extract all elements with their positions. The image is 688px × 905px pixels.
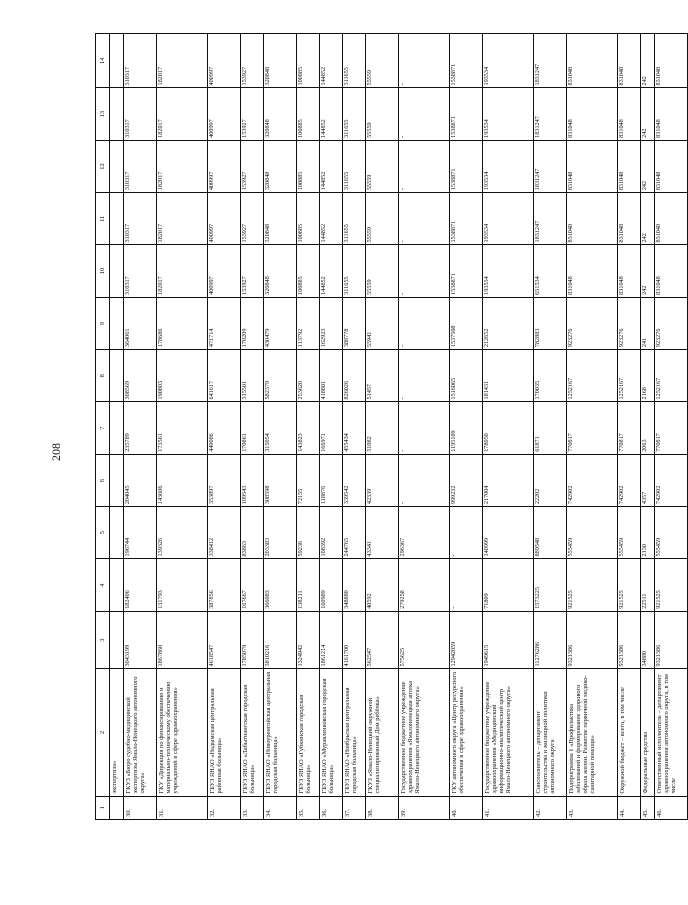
value-cell: 1538871	[450, 245, 483, 297]
value-cell: 400997	[208, 34, 241, 89]
value-cell: 113792	[297, 297, 320, 349]
column-number-header: 11	[96, 193, 110, 245]
value-cell: 1252167	[567, 350, 618, 402]
value-cell: 162923	[320, 297, 343, 349]
value-cell: 400997	[208, 140, 241, 192]
value-cell: 193534	[483, 245, 534, 297]
column-number-header: 8	[96, 350, 110, 402]
value-cell: 167667	[241, 559, 264, 611]
value-cell: 61871	[534, 402, 567, 454]
value-cell: 1831247	[534, 88, 567, 140]
value-cell: 144852	[320, 88, 343, 140]
value-cell: 296367	[399, 507, 450, 559]
value-cell: 193534	[483, 193, 534, 245]
column-number-header: 5	[96, 507, 110, 559]
table-row	[450, 34, 483, 820]
value-cell: 311655	[343, 34, 366, 89]
value-cell: 153927	[241, 193, 264, 245]
value-cell: 3043199	[124, 611, 157, 669]
value-cell: 923276	[655, 297, 688, 349]
value-cell: 153927	[241, 88, 264, 140]
row-number-cell: 36.	[320, 796, 343, 819]
row-number-cell: 44.	[618, 796, 641, 819]
row-name-cell: Окружной бюджет – всего, в том числе	[618, 669, 641, 796]
value-cell: 11276286	[534, 611, 567, 669]
value-cell: 826026	[343, 350, 366, 402]
row-name-cell: экспертиза»	[110, 669, 124, 796]
value-cell: 153927	[241, 245, 264, 297]
row-name-cell: ГБУЗ ЯНАО «Лабытнангская городская больница»	[241, 669, 264, 796]
value-cell: 641617	[208, 350, 241, 402]
value-cell: 203383	[264, 507, 297, 559]
value-cell: 244765	[343, 507, 366, 559]
value-cell: 440086	[208, 402, 241, 454]
table-row	[483, 34, 534, 820]
row-number-cell: 38.	[366, 796, 399, 819]
value-cell: -	[399, 402, 450, 454]
value-cell: 1785079	[241, 611, 264, 669]
value-cell: 55559	[366, 88, 399, 140]
row-number-cell: 32.	[208, 796, 241, 819]
value-cell: 2168	[641, 350, 655, 402]
value-cell: 182017	[157, 193, 208, 245]
table-header-row	[96, 34, 110, 820]
value-cell: 55559	[366, 245, 399, 297]
value-cell: 178686	[157, 297, 208, 349]
value-cell: 1831247	[534, 193, 567, 245]
value-cell: 418801	[320, 350, 343, 402]
table-row	[157, 34, 208, 820]
value-cell: 651534	[534, 245, 567, 297]
column-number-header: 6	[96, 454, 110, 506]
value-cell	[110, 402, 124, 454]
value-cell: 310317	[124, 34, 157, 89]
value-cell: -	[399, 193, 450, 245]
row-number-cell: 43.	[567, 796, 618, 819]
row-name-cell: Соисполнитель – департамент строительства и жилищной политики автономного округа	[534, 669, 567, 796]
value-cell	[110, 34, 124, 89]
value-cell: 138211	[297, 559, 320, 611]
row-name-cell: ГБУЗ ЯНАО «Ноябрьская центральная городская больница»	[343, 669, 366, 796]
value-cell: 173561	[157, 402, 208, 454]
value-cell: 253620	[297, 350, 320, 402]
value-cell: 279258	[399, 559, 450, 611]
value-cell: 160989	[320, 559, 343, 611]
value-cell: 193534	[483, 34, 534, 89]
value-cell: 1195109	[450, 402, 483, 454]
value-cell: 1516065	[450, 350, 483, 402]
value-cell: 311655	[343, 193, 366, 245]
row-name-cell: ГКУ «Дирекция по финансированию и материально-техническому обеспечению учреждений в сфере здравоохранения»	[157, 669, 208, 796]
value-cell: 430479	[264, 297, 297, 349]
value-cell: 831048	[655, 34, 688, 89]
value-cell: 51457	[366, 350, 399, 402]
column-number-header: 3	[96, 611, 110, 669]
value-cell: 242	[641, 193, 655, 245]
value-cell: 143606	[157, 454, 208, 506]
value-cell: 100885	[297, 245, 320, 297]
value-cell: -	[399, 454, 450, 506]
value-cell: 9321386	[567, 611, 618, 669]
value-cell: 320848	[264, 34, 297, 89]
value-cell: 2063	[641, 402, 655, 454]
value-cell: 1573225	[534, 559, 567, 611]
value-cell: 1537508	[450, 297, 483, 349]
column-number-header: 4	[96, 559, 110, 611]
value-cell: 212652	[483, 297, 534, 349]
value-cell: 308569	[124, 350, 157, 402]
value-cell: 831048	[567, 34, 618, 89]
row-number-cell: 45.	[641, 796, 655, 819]
value-cell: 242	[641, 34, 655, 89]
value-cell	[110, 193, 124, 245]
value-cell: 311655	[343, 140, 366, 192]
row-number-cell: 30.	[124, 796, 157, 819]
value-cell: 55559	[366, 34, 399, 89]
row-number-cell: 33.	[241, 796, 264, 819]
row-name-cell: ГКУЗ «Бюро судебно-медицинской экспертизы Ямало-Ненецкого автономного округа»	[124, 669, 157, 796]
table-row	[618, 34, 641, 820]
value-cell: 170035	[534, 350, 567, 402]
row-number-cell: 34.	[264, 796, 297, 819]
value-cell: 310317	[124, 193, 157, 245]
value-cell: 999232	[450, 454, 483, 506]
table-row	[297, 34, 320, 820]
value-cell: -	[399, 34, 450, 89]
value-cell: 166971	[320, 402, 343, 454]
value-cell: 742902	[655, 454, 688, 506]
value-cell: 1538871	[450, 34, 483, 89]
value-cell: -	[399, 245, 450, 297]
value-cell: 153927	[241, 34, 264, 89]
value-cell: 144852	[320, 245, 343, 297]
value-cell: 1831247	[534, 140, 567, 192]
row-name-cell: ГКУЗ «Ямало-Ненецкий окружной специализированный Дом ребёнка»	[366, 669, 399, 796]
value-cell: 153927	[241, 140, 264, 192]
value-cell	[110, 245, 124, 297]
value-cell: 308598	[264, 454, 297, 506]
value-cell: 193534	[483, 140, 534, 192]
value-cell: 242	[641, 140, 655, 192]
value-cell: 388778	[343, 297, 366, 349]
value-cell: 387856	[208, 559, 241, 611]
row-number-cell: 40.	[450, 796, 483, 819]
value-cell: 315054	[264, 402, 297, 454]
value-cell: 400997	[208, 245, 241, 297]
value-cell: 100885	[297, 140, 320, 192]
row-number-cell: 41.	[483, 796, 534, 819]
value-cell: 196744	[124, 507, 157, 559]
value-cell	[110, 454, 124, 506]
value-cell: 400997	[208, 88, 241, 140]
value-cell: 182017	[157, 88, 208, 140]
table-row	[320, 34, 343, 820]
value-cell: 923276	[618, 297, 641, 349]
value-cell: 889548	[534, 507, 567, 559]
value-cell: 348880	[343, 559, 366, 611]
value-cell: 555459	[655, 507, 688, 559]
value-cell: 555459	[567, 507, 618, 559]
value-cell: 310317	[124, 245, 157, 297]
value-cell: 1252167	[655, 350, 688, 402]
value-cell: 42339	[366, 454, 399, 506]
column-number-header: 7	[96, 402, 110, 454]
value-cell: 366083	[264, 559, 297, 611]
column-number-header: 12	[96, 140, 110, 192]
value-cell: 1861214	[320, 611, 343, 669]
row-number-cell: 39.	[399, 796, 450, 819]
value-cell: 51082	[366, 402, 399, 454]
value-cell: 562547	[366, 611, 399, 669]
table-row	[534, 34, 567, 820]
row-name-cell: ГБУЗ ЯНАО «Губкинская городская больница»	[297, 669, 320, 796]
value-cell: 182017	[157, 34, 208, 89]
value-cell: 831048	[655, 193, 688, 245]
value-cell: 100885	[297, 34, 320, 89]
table-row	[208, 34, 241, 820]
page-number: 208	[49, 443, 63, 461]
value-cell: 170861	[241, 402, 264, 454]
row-number-cell: 35.	[297, 796, 320, 819]
value-cell: 55941	[366, 297, 399, 349]
value-cell: -	[450, 559, 483, 611]
row-name-cell: Федеральные средства	[641, 669, 655, 796]
value-cell: 140999	[483, 507, 534, 559]
table-row	[241, 34, 264, 820]
value-cell: 242	[641, 245, 655, 297]
value-cell: -	[399, 140, 450, 192]
value-cell: 72155	[297, 454, 320, 506]
value-cell: 310317	[124, 140, 157, 192]
value-cell: 364061	[124, 297, 157, 349]
value-cell	[110, 350, 124, 402]
table-row	[264, 34, 297, 820]
table-row	[110, 34, 124, 820]
value-cell: 320848	[264, 140, 297, 192]
value-cell	[110, 140, 124, 192]
value-cell: 178050	[483, 402, 534, 454]
value-cell: -	[399, 88, 450, 140]
value-cell: -	[399, 350, 450, 402]
value-cell: 742902	[567, 454, 618, 506]
value-cell: 22202	[534, 454, 567, 506]
value-cell: 770817	[618, 402, 641, 454]
value-cell: 190803	[157, 350, 208, 402]
value-cell: 582379	[264, 350, 297, 402]
value-cell: 310317	[124, 88, 157, 140]
value-cell: 181431	[483, 350, 534, 402]
row-name-cell: ГКУ автономного округа «Центр ресурсного обеспечения в сфере здравоохранения»	[450, 669, 483, 796]
value-cell: 193534	[483, 88, 534, 140]
value-cell: 831048	[618, 34, 641, 89]
row-number-cell: 37.	[343, 796, 366, 819]
value-cell: 338412	[208, 507, 241, 559]
value-cell: 1831247	[534, 34, 567, 89]
column-number-header: 10	[96, 245, 110, 297]
value-cell: 2130	[641, 507, 655, 559]
table-row	[343, 34, 366, 820]
table-row	[124, 34, 157, 820]
value-cell	[110, 88, 124, 140]
value-cell: 831048	[655, 140, 688, 192]
value-cell: 170209	[241, 297, 264, 349]
table-row	[567, 34, 618, 820]
value-cell: 831048	[618, 193, 641, 245]
value-cell: 144852	[320, 140, 343, 192]
value-cell: 1538871	[450, 140, 483, 192]
value-cell: 55559	[366, 193, 399, 245]
value-cell: 71809	[483, 559, 534, 611]
row-name-cell: Государственное бюджетное учреждение здравоохранения «Ямалоненецкая аптека Ямало-Ненецкого автономного округа»	[399, 669, 450, 796]
value-cell: 575625	[399, 611, 450, 669]
value-cell: 139326	[157, 507, 208, 559]
value-cell: 241	[641, 297, 655, 349]
value-cell: 83863	[241, 507, 264, 559]
rotated-table-container	[95, 33, 678, 820]
value-cell: 4161700	[343, 611, 366, 669]
value-cell: 831048	[618, 245, 641, 297]
row-name-cell: Государственное бюджетное учреждение здравоохранения «Медицинский информационно-аналитический центр Ямало-Ненецкого автономного округа»	[483, 669, 534, 796]
value-cell: 100885	[297, 193, 320, 245]
value-cell: 315501	[241, 350, 264, 402]
value-cell	[110, 611, 124, 669]
column-number-header: 1	[96, 796, 110, 819]
value-cell: 320848	[264, 193, 297, 245]
budget-table	[95, 33, 688, 820]
row-number-cell: 31.	[157, 796, 208, 819]
value-cell: 1538871	[450, 88, 483, 140]
table-row	[366, 34, 399, 820]
value-cell: 455434	[343, 402, 366, 454]
value-cell: 555459	[618, 507, 641, 559]
value-cell: 40592	[366, 559, 399, 611]
value-cell: 4357	[641, 454, 655, 506]
value-cell: 4618547	[208, 611, 241, 669]
value-cell: 742902	[618, 454, 641, 506]
row-name-cell: ГБУЗ ЯНАО «Муравленковская городская больница»	[320, 669, 343, 796]
table-row	[641, 34, 655, 820]
value-cell: -	[399, 297, 450, 349]
value-cell: 471714	[208, 297, 241, 349]
row-number-cell: 42.	[534, 796, 567, 819]
value-cell: -	[450, 507, 483, 559]
value-cell: 43341	[366, 507, 399, 559]
value-cell: 1867860	[157, 611, 208, 669]
value-cell: 12942059	[450, 611, 483, 669]
value-cell: 831048	[655, 88, 688, 140]
value-cell: 9321386	[618, 611, 641, 669]
value-cell	[110, 507, 124, 559]
value-cell: 770817	[567, 402, 618, 454]
value-cell: 1324942	[297, 611, 320, 669]
value-cell: 182017	[157, 245, 208, 297]
value-cell: 131793	[157, 559, 208, 611]
value-cell: 831048	[567, 140, 618, 192]
value-cell: 1538871	[450, 193, 483, 245]
value-cell: 9321386	[655, 611, 688, 669]
value-cell: 923276	[567, 297, 618, 349]
value-cell: 100885	[297, 88, 320, 140]
value-cell	[110, 559, 124, 611]
column-number-header: 13	[96, 88, 110, 140]
row-name-cell: Ответственный исполнитель – департамент здравоохранения автономного округа, в том числе	[655, 669, 688, 796]
value-cell: 782883	[534, 297, 567, 349]
value-cell: 22511	[641, 559, 655, 611]
value-cell: 339542	[343, 454, 366, 506]
value-cell: 770817	[655, 402, 688, 454]
value-cell: 144852	[320, 34, 343, 89]
value-cell: 143823	[297, 402, 320, 454]
table-row	[399, 34, 450, 820]
value-cell: 311655	[343, 88, 366, 140]
column-number-header: 14	[96, 34, 110, 89]
value-cell: 118876	[320, 454, 343, 506]
value-cell: 3810216	[264, 611, 297, 669]
value-cell: 831048	[567, 193, 618, 245]
value-cell: 921525	[618, 559, 641, 611]
value-cell: 204045	[124, 454, 157, 506]
value-cell: 217004	[483, 454, 534, 506]
table-row	[655, 34, 688, 820]
value-cell: 831048	[618, 88, 641, 140]
value-cell	[110, 297, 124, 349]
row-number-cell: 46.	[655, 796, 688, 819]
value-cell: 55559	[366, 140, 399, 192]
value-cell: 34880	[641, 611, 655, 669]
value-cell: 921525	[567, 559, 618, 611]
value-cell: 182406	[124, 559, 157, 611]
value-cell: 311655	[343, 245, 366, 297]
value-cell: 1949615	[483, 611, 534, 669]
value-cell: 400997	[208, 193, 241, 245]
row-name-cell: Подпрограмма 1 «Профилактика заболеваний и формирование здорового образа жизни. Развитие первичной медико-санитарной помощи»	[567, 669, 618, 796]
value-cell: 144852	[320, 193, 343, 245]
value-cell: 59236	[297, 507, 320, 559]
value-cell: 353897	[208, 454, 241, 506]
value-cell: 1252167	[618, 350, 641, 402]
value-cell: 242	[641, 88, 655, 140]
value-cell: 831048	[567, 245, 618, 297]
row-name-cell: ГБУЗ ЯНАО «Надымская центральная районная больница»	[208, 669, 241, 796]
value-cell: 831048	[618, 140, 641, 192]
column-number-header: 2	[96, 669, 110, 796]
value-cell: 109543	[241, 454, 264, 506]
value-cell: 831048	[567, 88, 618, 140]
row-name-cell: ГБУЗ ЯНАО «Новоуренгойская центральная городская больница»	[264, 669, 297, 796]
row-number-cell	[110, 796, 124, 819]
value-cell: 921525	[655, 559, 688, 611]
value-cell: 235789	[124, 402, 157, 454]
value-cell: 108392	[320, 507, 343, 559]
value-cell: 831048	[655, 245, 688, 297]
value-cell: 182017	[157, 140, 208, 192]
column-number-header: 9	[96, 297, 110, 349]
value-cell: 320848	[264, 245, 297, 297]
value-cell: 320848	[264, 88, 297, 140]
